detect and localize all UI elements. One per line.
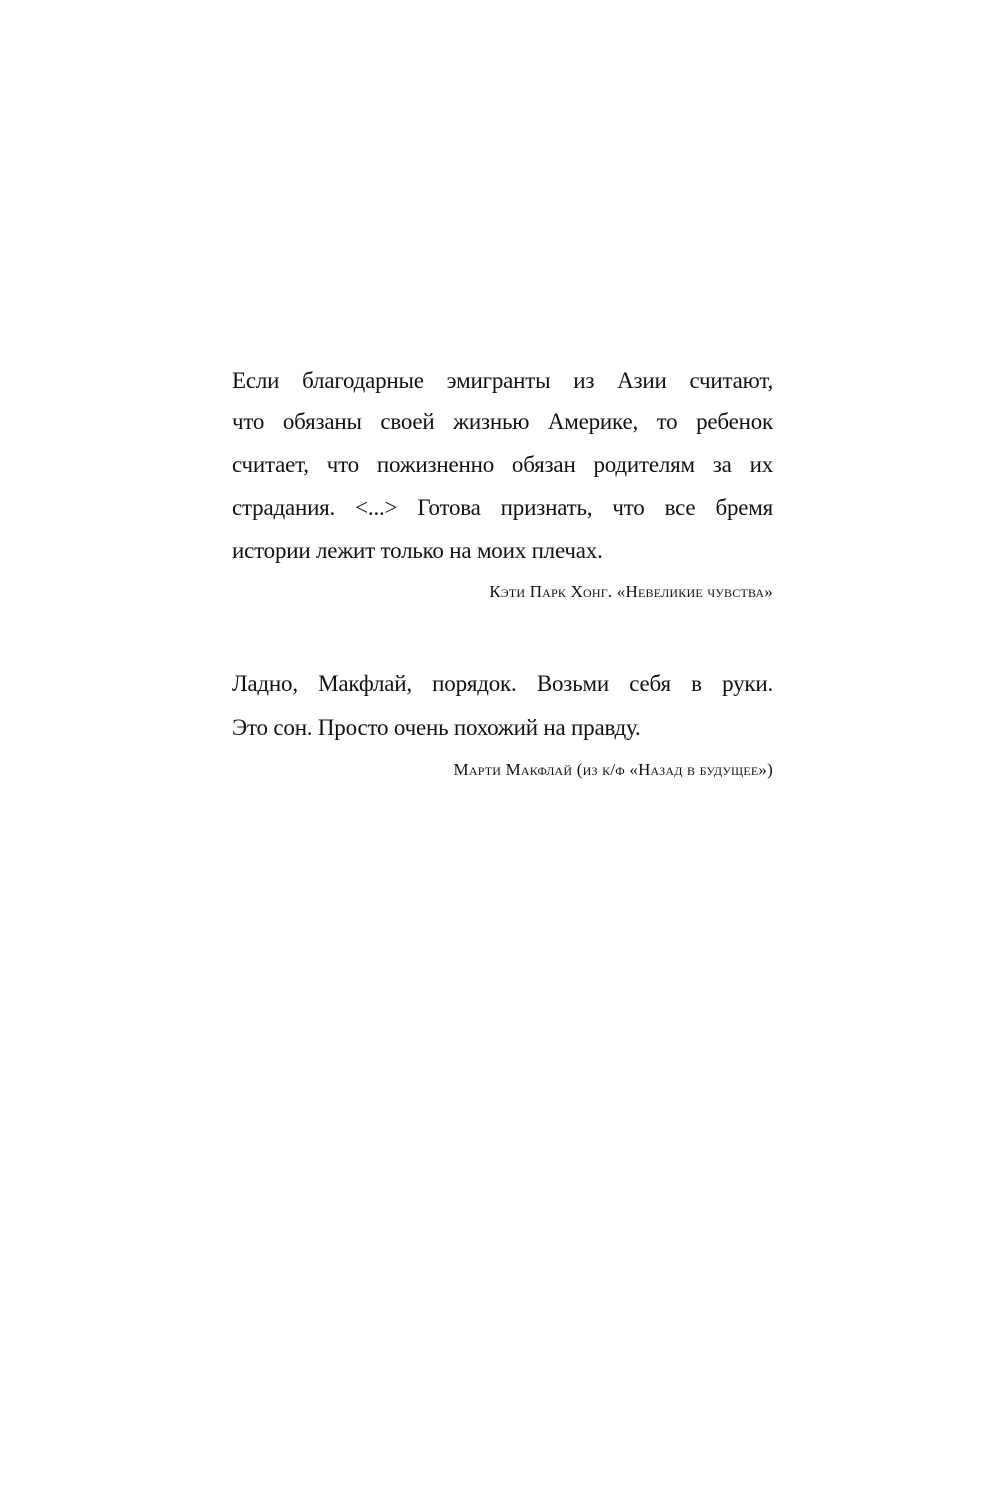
quote-line: Если благодарные эмигранты из Азии считают, — [232, 368, 773, 393]
quote-line: истории лежит только на моих плечах. — [232, 538, 603, 563]
quote-attribution: Марти Макфлай (из к/ф «Назад в будущее») — [453, 760, 773, 779]
quote-attribution: Кэти Парк Хонг. «Невеликие чувства» — [489, 582, 773, 601]
quote-line: считает, что пожизненно обязан родителям за их — [232, 452, 773, 477]
quote-line: страдания. <...> Готова признать, что все бремя — [232, 495, 773, 520]
quote-line: Ладно, Макфлай, порядок. Возьми себя в руки. — [232, 671, 773, 696]
quote-line: что обязаны своей жизнью Америке, то ребенок — [232, 409, 773, 434]
quote-line: Это сон. Просто очень похожий на правду. — [232, 715, 641, 740]
